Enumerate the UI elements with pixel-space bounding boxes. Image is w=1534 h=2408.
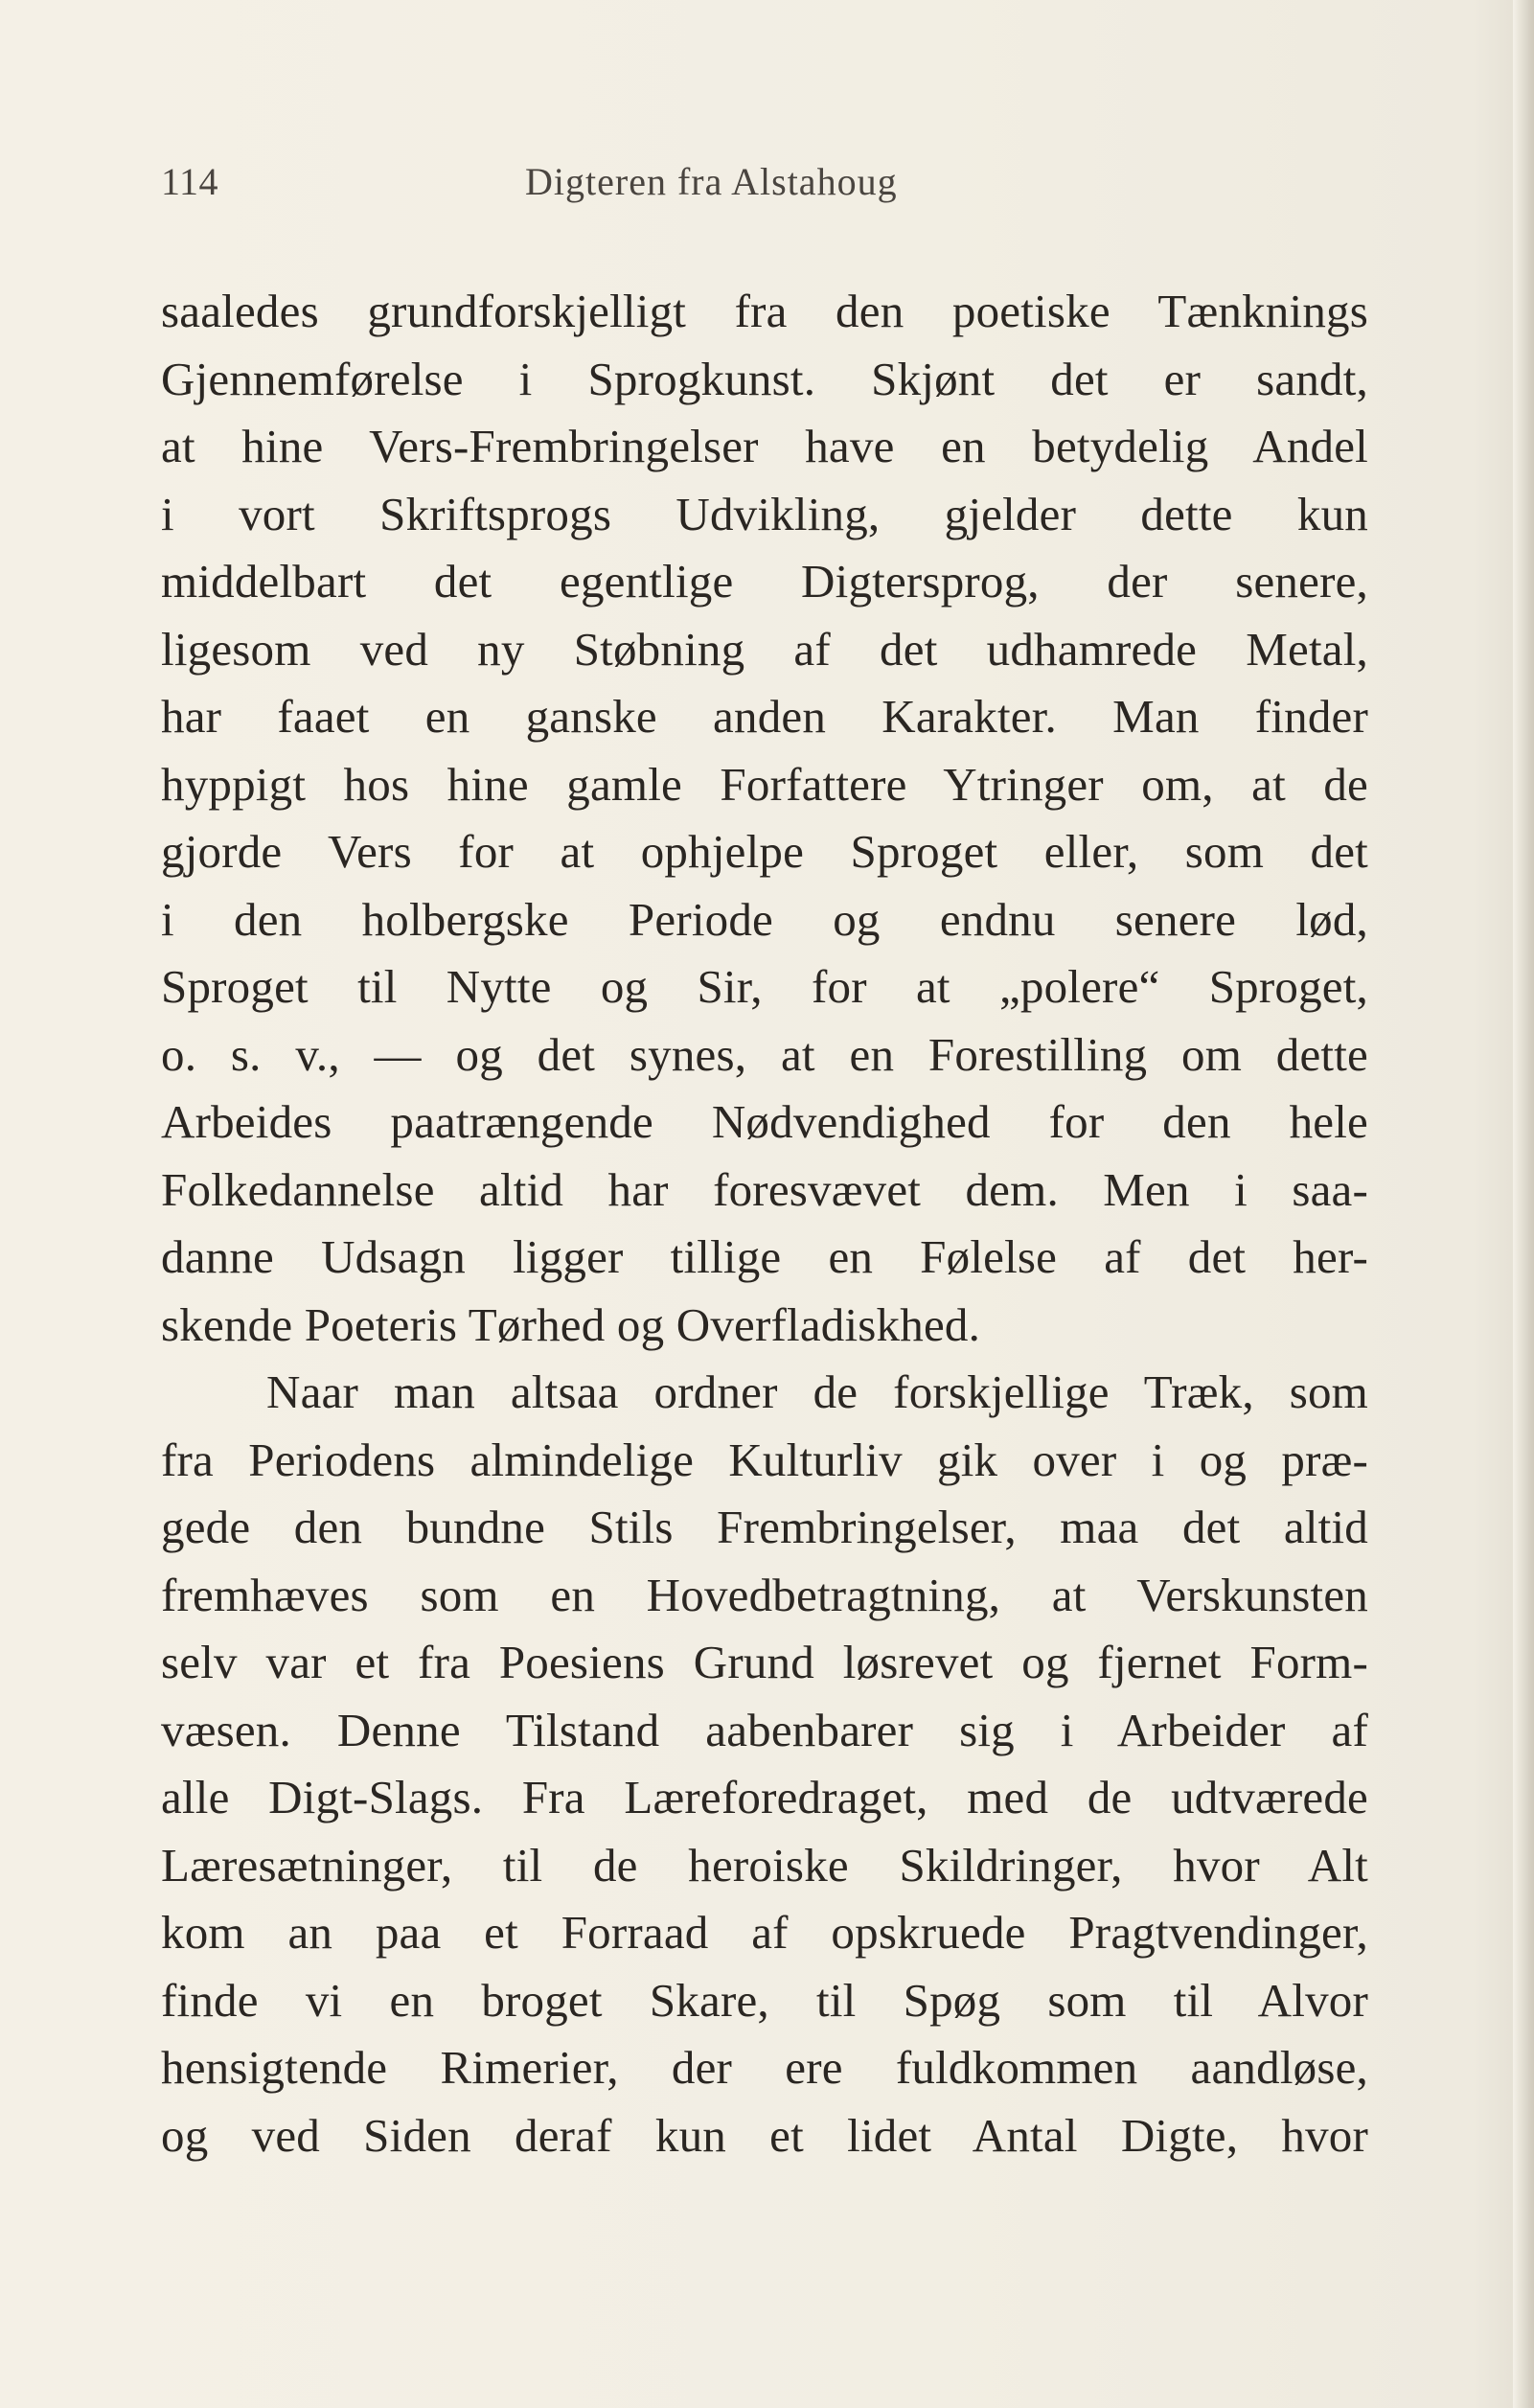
text-line: hyppigt hos hine gamle Forfattere Ytringer om, at de xyxy=(161,757,1368,811)
page-edge-shadow xyxy=(1513,0,1534,2408)
text-line: i vort Skriftsprogs Udvikling, gjelder dette kun xyxy=(161,487,1368,540)
text-line: og ved Siden deraf kun et lidet Antal Digte, hvor xyxy=(161,2108,1368,2162)
text-line: fremhæves som en Hovedbetragtning, at Verskunsten xyxy=(161,1568,1368,1621)
text-line: kom an paa et Forraad af opskruede Pragtvendinger, xyxy=(161,1906,1368,1959)
text-line: middelbart det egentlige Digtersprog, der senere, xyxy=(161,555,1368,608)
text-line: har faaet en ganske anden Karakter. Man finder xyxy=(161,690,1368,743)
text-line: selv var et fra Poesiens Grund løsrevet og fjernet Form- xyxy=(161,1636,1368,1688)
body-text xyxy=(161,278,1368,2169)
text-line: o. s. v., — og det synes, at en Forestilling om dette xyxy=(161,1027,1368,1081)
text-line: Arbeides paatrængende Nødvendighed for den hele xyxy=(161,1095,1368,1148)
text-line: Sproget til Nytte og Sir, for at „polere“ Sproget, xyxy=(161,960,1368,1013)
text-line: Gjennemførelse i Sprogkunst. Skjønt det er sandt, xyxy=(161,352,1368,405)
text-line: alle Digt-Slags. Fra Læreforedraget, med de udtværede xyxy=(161,1771,1368,1823)
text-line: Læresætninger, til de heroiske Skildringer, hvor Alt xyxy=(161,1838,1368,1892)
text-line: Folkedannelse altid har foresvævet dem. Men i saa- xyxy=(161,1162,1368,1216)
text-line: hensigtende Rimerier, der ere fuldkommen aandløse, xyxy=(161,2041,1368,2094)
text-line-paragraph-start: Naar man altsaa ordner de forskjellige Træk, som xyxy=(266,1365,1368,1418)
text-line: væsen. Denne Tilstand aabenbarer sig i Arbeider af xyxy=(161,1703,1368,1756)
text-line: gjorde Vers for at ophjelpe Sproget eller, som det xyxy=(161,825,1368,878)
page-header xyxy=(161,153,1311,211)
text-line-paragraph-end: skende Poeteris Tørhed og Overfladiskhed. xyxy=(161,1297,981,1351)
running-title: Digteren fra Alstahoug xyxy=(525,160,898,203)
text-line: saaledes grundforskjelligt fra den poetiske Tænknings xyxy=(161,285,1368,337)
page-number: 114 xyxy=(161,160,219,203)
text-line: gede den bundne Stils Frembringelser, maa det altid xyxy=(161,1501,1368,1553)
text-line: finde vi en broget Skare, til Spøg som til Alvor xyxy=(161,1973,1368,2027)
text-line: danne Udsagn ligger tillige en Følelse af det her- xyxy=(161,1230,1368,1283)
text-line: ligesom ved ny Støbning af det udhamrede Metal, xyxy=(161,622,1368,676)
text-line: fra Periodens almindelige Kulturliv gik over i og præ- xyxy=(161,1433,1368,1486)
text-line: at hine Vers-Frembringelser have en betydelig Andel xyxy=(161,420,1368,472)
text-line: i den holbergske Periode og endnu senere lød, xyxy=(161,892,1368,946)
